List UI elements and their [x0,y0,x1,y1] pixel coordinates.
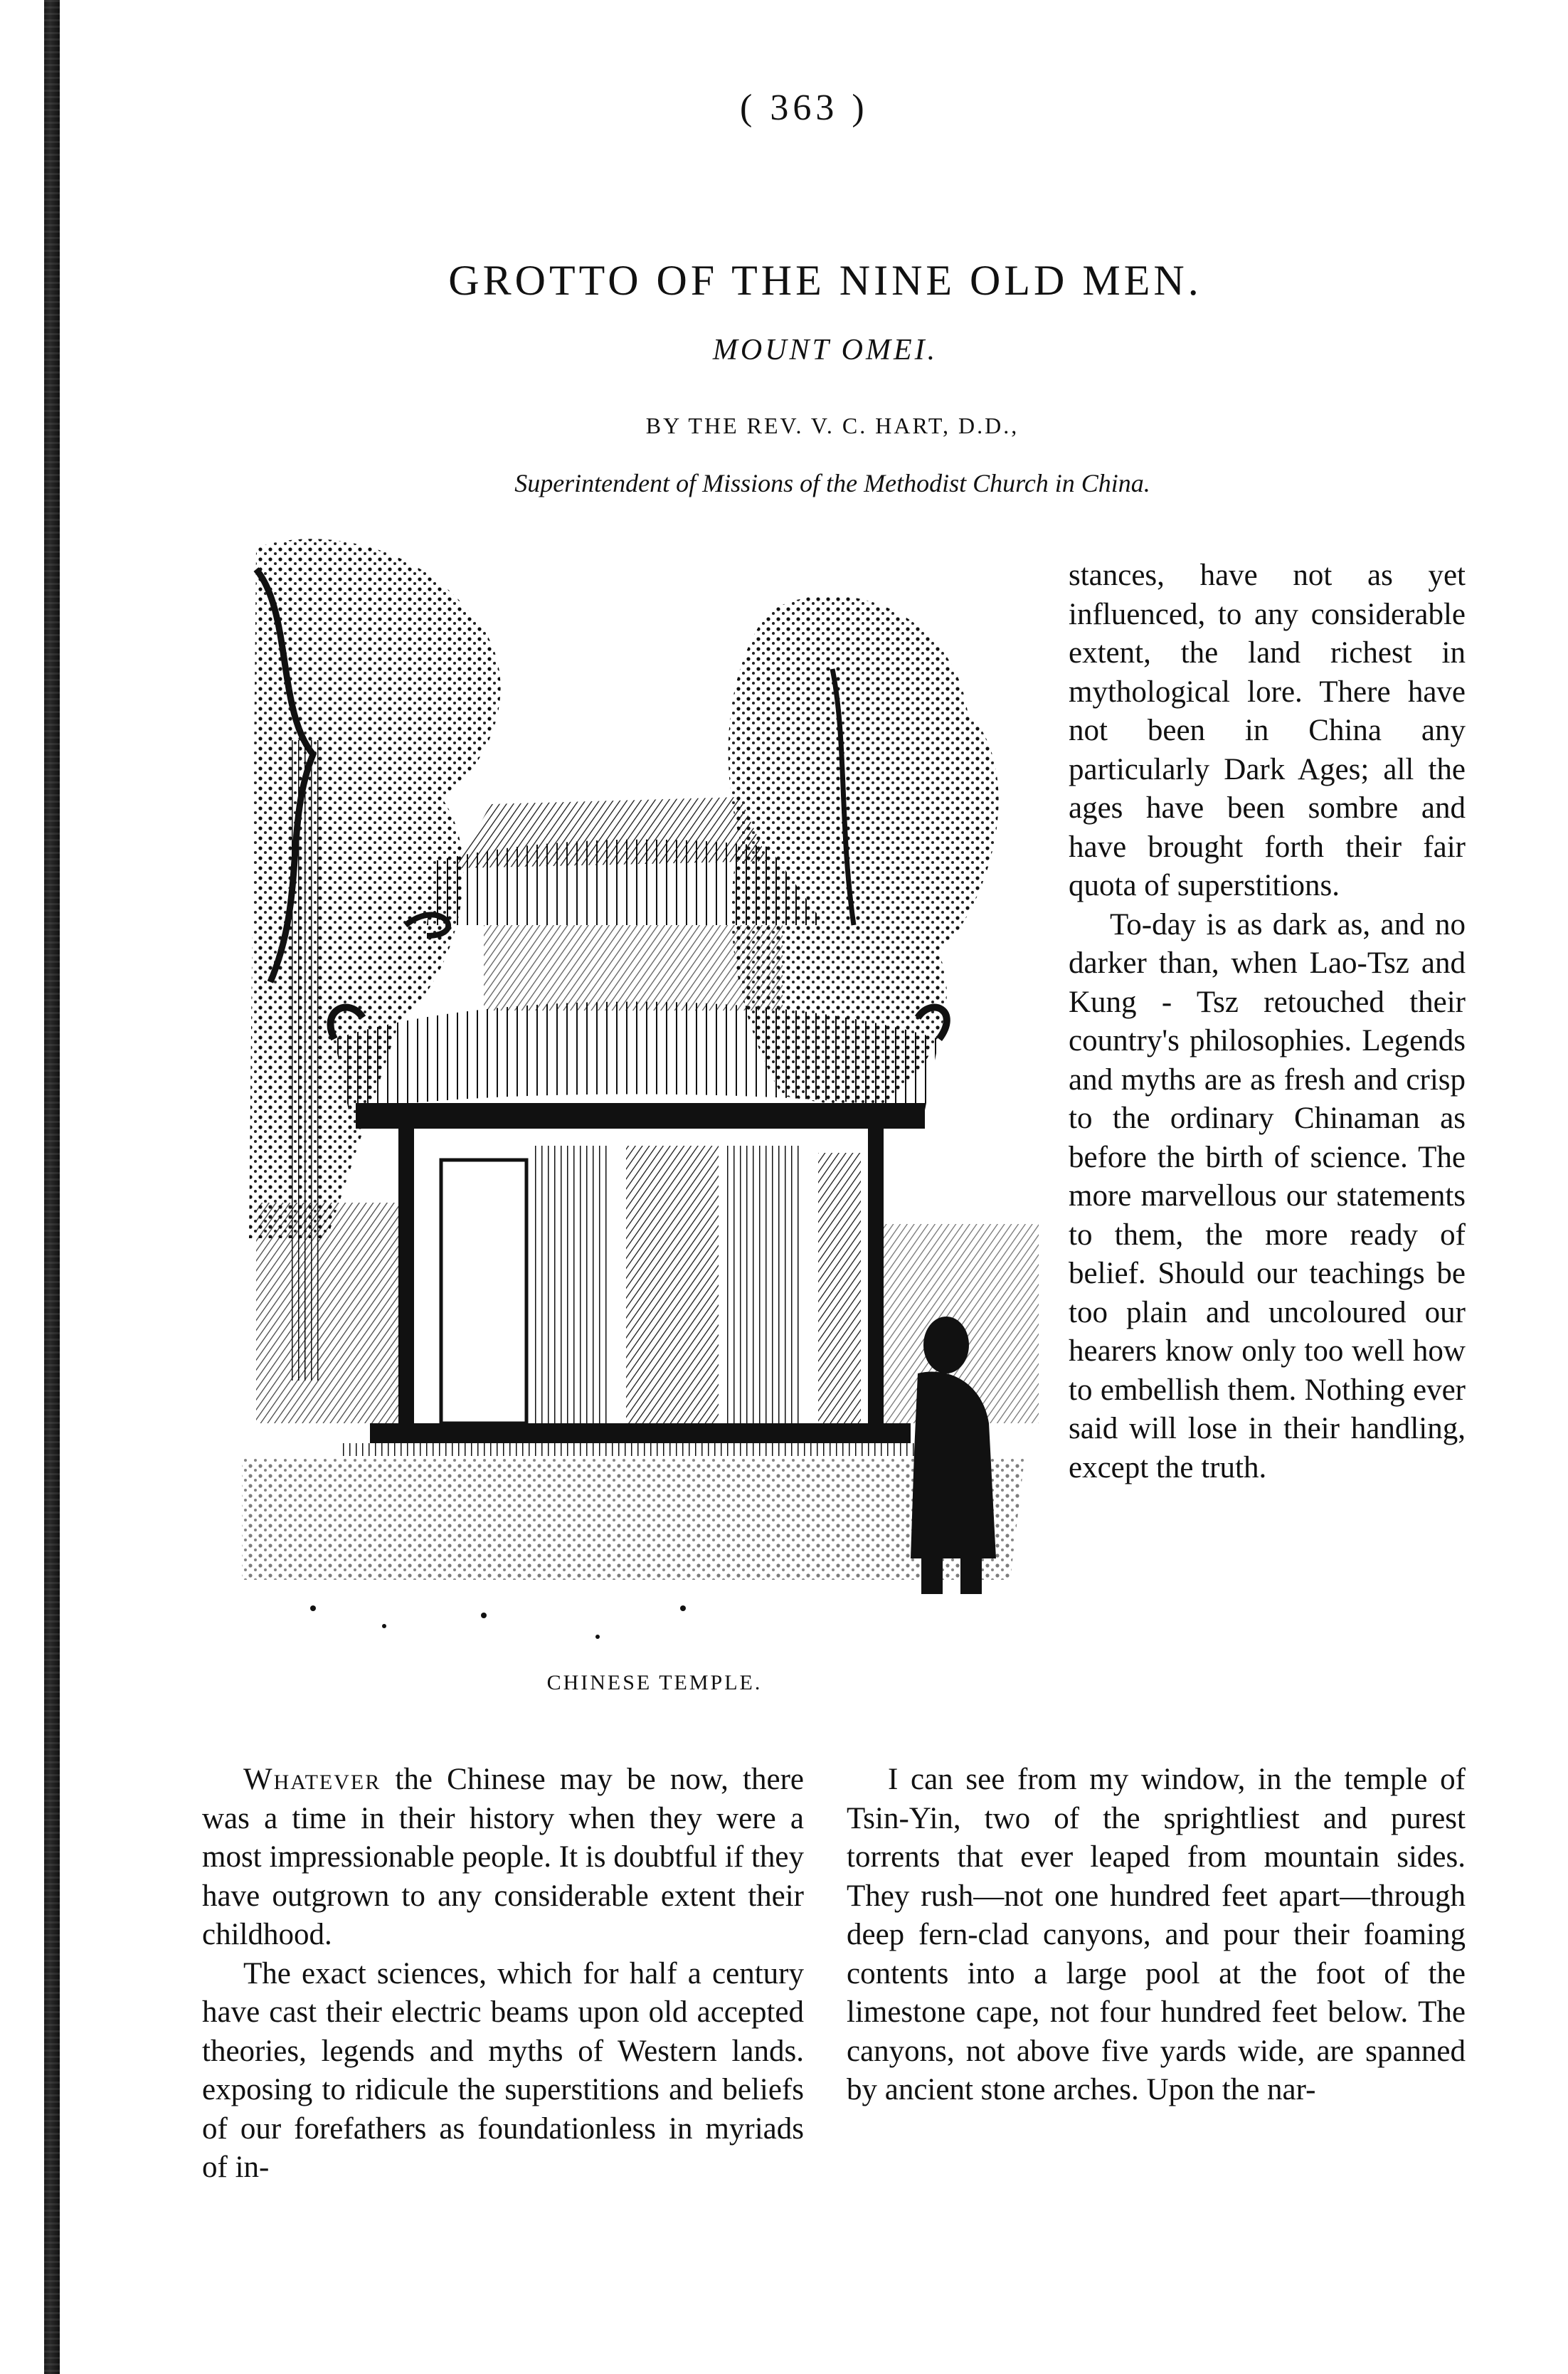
author-office: Superintendent of Missions of the Methodist Church in China. [514,469,1150,497]
paragraph [202,1761,804,1955]
paragraph: I can see from my window, in the temple of Tsin-Yin, two of the sprightliest and purest torrents that ever leaped from mountain sides. They rush—not one hundred feet apart—through deep fern-clad canyons, and pour their foaming contents into a large pool at the foot of the limestone cape, not four hundred feet below. The canyons, not above five yards wide, are spanned by ancient stone arches. Upon the nar- [847,1763,1466,2106]
figure-caption: CHINESE TEMPLE. [546,1671,763,1694]
paragraph-text: the Chinese may be now, there was a time in their history when they were a most impressionable people. It is doubtful if they have outgrown to any considerable extent their childhood. [202,1763,804,1951]
right-column-bottom [847,1761,1466,2110]
page-number: ( 363 ) [740,88,869,128]
paragraph: stances, have not as yet influenced, to any considerable extent, the land richest in mythological lore. There have not been in China any particularly Dark Ages; all the ages have been sombre and have brought forth their fair quota of superstitions. [1069,559,1466,902]
lead-word: Whatever [243,1763,381,1796]
binding-edge [44,0,60,2374]
left-column [202,1761,804,2188]
article-subtitle: MOUNT OMEI. [712,334,938,366]
article-title: GROTTO OF THE NINE OLD MEN. [448,257,1202,304]
paragraph: The exact sciences, which for half a century have cast their electric beams upon old accepted theories, legends and myths of Western lands. exposing to ridicule the superstitions and beliefs of our forefathers as foundationless in myriads of in- [202,1956,804,2184]
paragraph: To-day is as dark as, and no darker than, when Lao-Tsz and Kung - Tsz retouched their country's philosophies. Legends and myths are as fresh and crisp to the ordinary Chinaman as before the birth of science. The more marvellous our statements to them, the more ready of belief. Should our teachings be too plain and uncoloured our hearers know only too well how to embellish them. Nothing ever said will lose in their handling, except the truth. [1069,907,1466,1484]
right-column-top [1069,556,1466,1487]
temple-illustration [228,527,1053,1658]
article-byline: BY THE REV. V. C. HART, D.D., [645,413,1019,438]
